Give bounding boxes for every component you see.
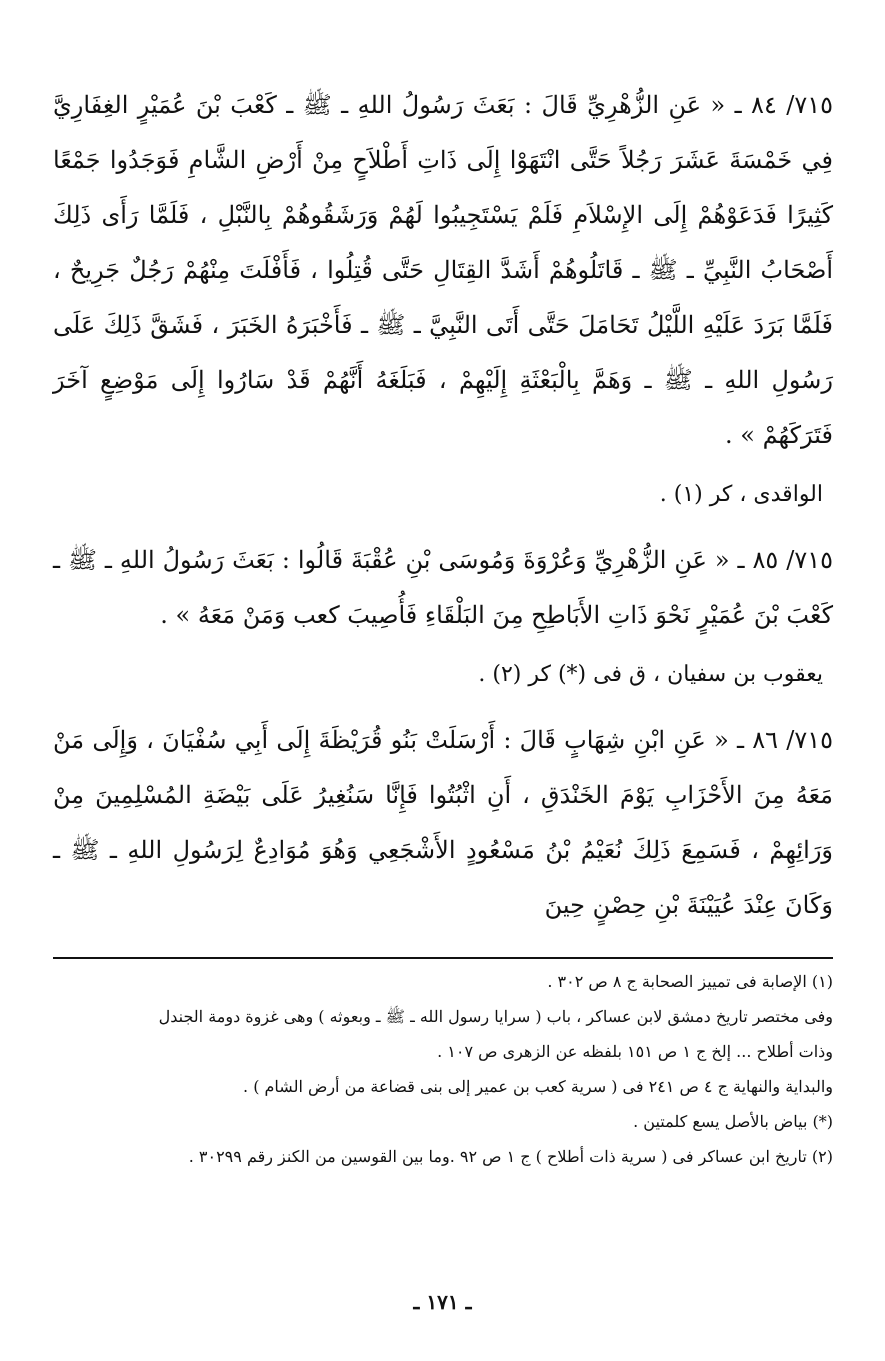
- footnote-1-continued-b: وذات أطلاح ... إلخ ج ١ ص ١٥١ بلفظه عن الزهرى ص ١٠٧ .: [437, 1042, 833, 1061]
- hadith-85-text: ٧١٥/ ٨٥ ـ « عَنِ الزُّهْرِيِّ وَعُرْوَةَ وَمُوسَى بْنِ عُقْبَةَ قَالُوا : بَعَثَ رَسُولُ اللهِ ـ ﷺ ـ كَعْبَ بْنَ عُمَيْرٍ نَحْوَ ذَاتِ الأَبَاطِحِ مِنَ البَلْقَاءِ فَأُصِيبَ كعب وَمَنْ مَعَهُ » .: [53, 546, 833, 629]
- page-number: ـ ١٧١ ـ: [413, 1290, 472, 1314]
- hadith-84-source: الواقدى ، كر (١) .: [659, 482, 823, 507]
- main-text: [53, 72, 833, 933]
- footnote-1-continued-c: والبداية والنهاية ج ٤ ص ٢٤١ فى ( سرية كعب بن عمير إلى بنى قضاعة من أرض الشام ) .: [243, 1077, 833, 1096]
- footnote-divider: [53, 957, 833, 959]
- footnote-asterisk: (*) بياض بالأصل يسع كلمتين .: [633, 1112, 833, 1131]
- hadith-84-text: ٧١٥/ ٨٤ ـ « عَنِ الزُّهْرِيِّ قَالَ : بَعَثَ رَسُولُ اللهِ ـ ﷺ ـ كَعْبَ بْنَ عُمَيْرٍ الغِفَارِيَّ فِي خَمْسَةَ عَشَرَ رَجُلاً حَتَّى انْتَهَوْا إِلَى ذَاتِ أَطْلاَحٍ مِنْ أَرْضِ الشَّامِ فَوَجَدُوا جَمْعًا كَثِيرًا فَدَعَوْهُمْ إِلَى الإِسْلاَمِ فَلَمْ يَسْتَجِيبُوا لَهُمْ وَرَشَقُوهُمْ بِالنَّبْلِ ، فَلَمَّا رَأَى ذَلِكَ أَصْحَابُ النَّبِيِّ ـ ﷺ ـ قَاتَلُوهُمْ أَشَدَّ القِتَالِ حَتَّى قُتِلُوا ، فَأَفْلَتَ مِنْهُمْ رَجُلٌ جَرِيحٌ ، فَلَمَّا بَرَدَ عَلَيْهِ اللَّيْلُ تَحَامَلَ حَتَّى أَتَى النَّبِيَّ ـ ﷺ ـ فَأَخْبَرَهُ الخَبَرَ ، فَشَقَّ ذَلِكَ عَلَى رَسُولِ اللهِ ـ ﷺ ـ وَهَمَّ بِالْبَعْثَةِ إِلَيْهِمْ ، فَبَلَغَهُ أَنَّهُمْ قَدْ سَارُوا إِلَى مَوْضِعٍ آخَرَ فَتَرَكَهُمْ » .: [53, 91, 834, 449]
- footnote-1: (١) الإصابة فى تمييز الصحابة ج ٨ ص ٣٠٢ .: [547, 972, 833, 991]
- footnote-2: (٢) تاريخ ابن عساكر فى ( سرية ذات أطلاح ) ج ١ ص ٩٢ .وما بين القوسين من الكنز رقم ٣٠٢٩٩ .: [188, 1147, 833, 1166]
- hadith-85-source: يعقوب بن سفيان ، ق فى (*) كر (٢) .: [478, 662, 823, 687]
- footnote-1-continued-a: وفى مختصر تاريخ دمشق لابن عساكر ، باب ( سرايا رسول الله ـ ﷺ ـ وبعوثه ) وهى غزوة دومة الجندل: [158, 1007, 833, 1026]
- footnotes: [53, 964, 833, 1174]
- hadith-86-text: ٧١٥/ ٨٦ ـ « عَنِ ابْنِ شِهَابٍ قَالَ : أَرْسَلَتْ بَنُو قُرَيْظَةَ إِلَى أَبِي سُفْيَانَ ، وَإِلَى مَنْ مَعَهُ مِنَ الأَحْزَابِ يَوْمَ الخَنْدَقِ ، أَنِ اثْبُتُوا فَإِنَّا سَنُغِيرُ عَلَى بَيْضَةِ المُسْلِمِينَ مِنْ وَرَائِهِمْ ، فَسَمِعَ ذَلِكَ نُعَيْمُ بْنُ مَسْعُودٍ الأَشْجَعِي وَهُوَ مُوَادِعٌ لِرَسُولِ اللهِ ـ ﷺ ـ وَكَانَ عِنْدَ عُيَيْنَةَ بْنِ حِصْنٍ حِينَ: [53, 726, 833, 919]
